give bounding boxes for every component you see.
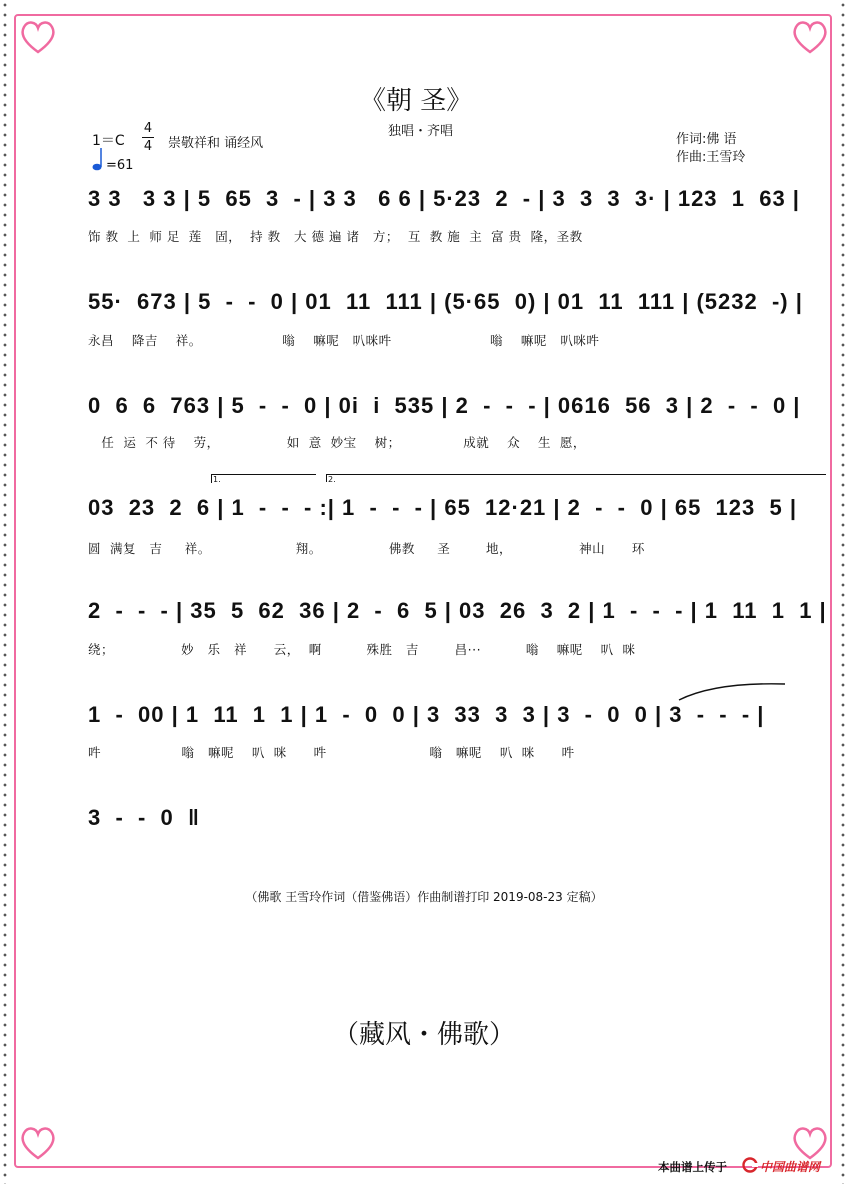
volta-bracket-2 <box>326 474 826 482</box>
lyrics-row-2: 永昌 降吉 祥。 嗡 嘛呢 叭咪吽 嗡 嘛呢 叭咪吽 <box>88 333 600 348</box>
time-signature-line <box>142 137 154 138</box>
lyrics-row-3: 任 运 不 待 劳， 如 意 妙宝 树； 成就 众 生 愿， <box>88 435 586 450</box>
heart-icon <box>18 1122 58 1162</box>
heart-icon <box>790 1122 830 1162</box>
volta-bracket-1 <box>211 474 316 483</box>
lyricist-credit: 作词:佛 语 <box>676 132 737 147</box>
notation-row-4: 03 23 2 6 | 1 - - - :| 1 - - - | 65 12·21 | 2 - - 0 | 65 123 5 | <box>88 495 797 520</box>
credit-line: （佛歌 王雪玲作词（借鉴佛语）作曲制谱打印 2019-08-23 定稿） <box>245 890 603 904</box>
style-caption: （藏风・佛歌） <box>332 1020 515 1050</box>
volta-2-label: 2. <box>328 475 336 484</box>
style-marking: 崇敬祥和 诵经风 <box>168 136 264 151</box>
heart-icon <box>18 16 58 56</box>
lyrics-row-6: 吽 嗡 嘛呢 叭 咪 吽 嗡 嘛呢 叭 咪 吽 <box>88 745 575 760</box>
lyrics-row-5: 绕； 妙 乐 祥 云， 啊 殊胜 吉 昌··· 嗡 嘛呢 叭 咪 <box>88 642 636 657</box>
performance-type: 独唱・齐唱 <box>388 124 454 139</box>
notation-row-6: 1 - 00 | 1 11 1 1 | 1 - 0 0 | 3 33 3 3 | 3 - 0 0 | 3 - - - | <box>88 702 765 727</box>
site-logo-icon <box>742 1157 758 1173</box>
upload-note: 本曲谱上传于 <box>658 1160 727 1174</box>
volta-1-label: 1. <box>213 475 221 484</box>
time-signature-bottom: 4 <box>143 139 153 154</box>
left-dotted-border <box>0 0 10 1184</box>
notation-row-7: 3 - - 0 ‖ <box>88 805 200 830</box>
lyrics-row-4: 圆 满复 吉 祥。 翔。 佛教 圣 地， 神山 环 <box>88 541 645 556</box>
notation-row-3: 0 6 6 763 | 5 - - 0 | 0i i 535 | 2 - - - | 0616 56 3 | 2 - - 0 | <box>88 393 801 418</box>
heart-icon <box>790 16 830 56</box>
notation-row-5: 2 - - - | 35 5 62 36 | 2 - 6 5 | 03 26 3 2 | 1 - - - | 1 11 1 1 | <box>88 598 827 623</box>
notation-row-1: 3 3 3 3 | 5 65 3 - | 3 3 6 6 | 5·23 2 - | 3 3 3 3· | 123 1 63 | <box>88 186 800 211</box>
lyrics-row-1: 饰 教 上 师 足 莲 固， 持 教 大 德 遍 诸 方； 互 教 施 主 富 贵 隆，圣教 <box>88 229 583 244</box>
song-title: 《朝 圣》 <box>360 86 473 116</box>
site-logo-text[interactable]: 中国曲谱网 <box>760 1160 821 1174</box>
time-signature-top: 4 <box>143 121 153 136</box>
quarter-note-icon <box>92 146 106 172</box>
slur-mark <box>675 680 787 702</box>
key-signature: 1＝C <box>92 133 125 149</box>
notation-row-2: 55· 673 | 5 - - 0 | 01 11 111 | (5·65 0) | 01 11 111 | (5232 -) | <box>88 289 803 314</box>
tempo-marking: =61 <box>106 158 134 173</box>
composer-credit: 作曲:王雪玲 <box>676 150 746 165</box>
right-dotted-border <box>838 0 848 1184</box>
